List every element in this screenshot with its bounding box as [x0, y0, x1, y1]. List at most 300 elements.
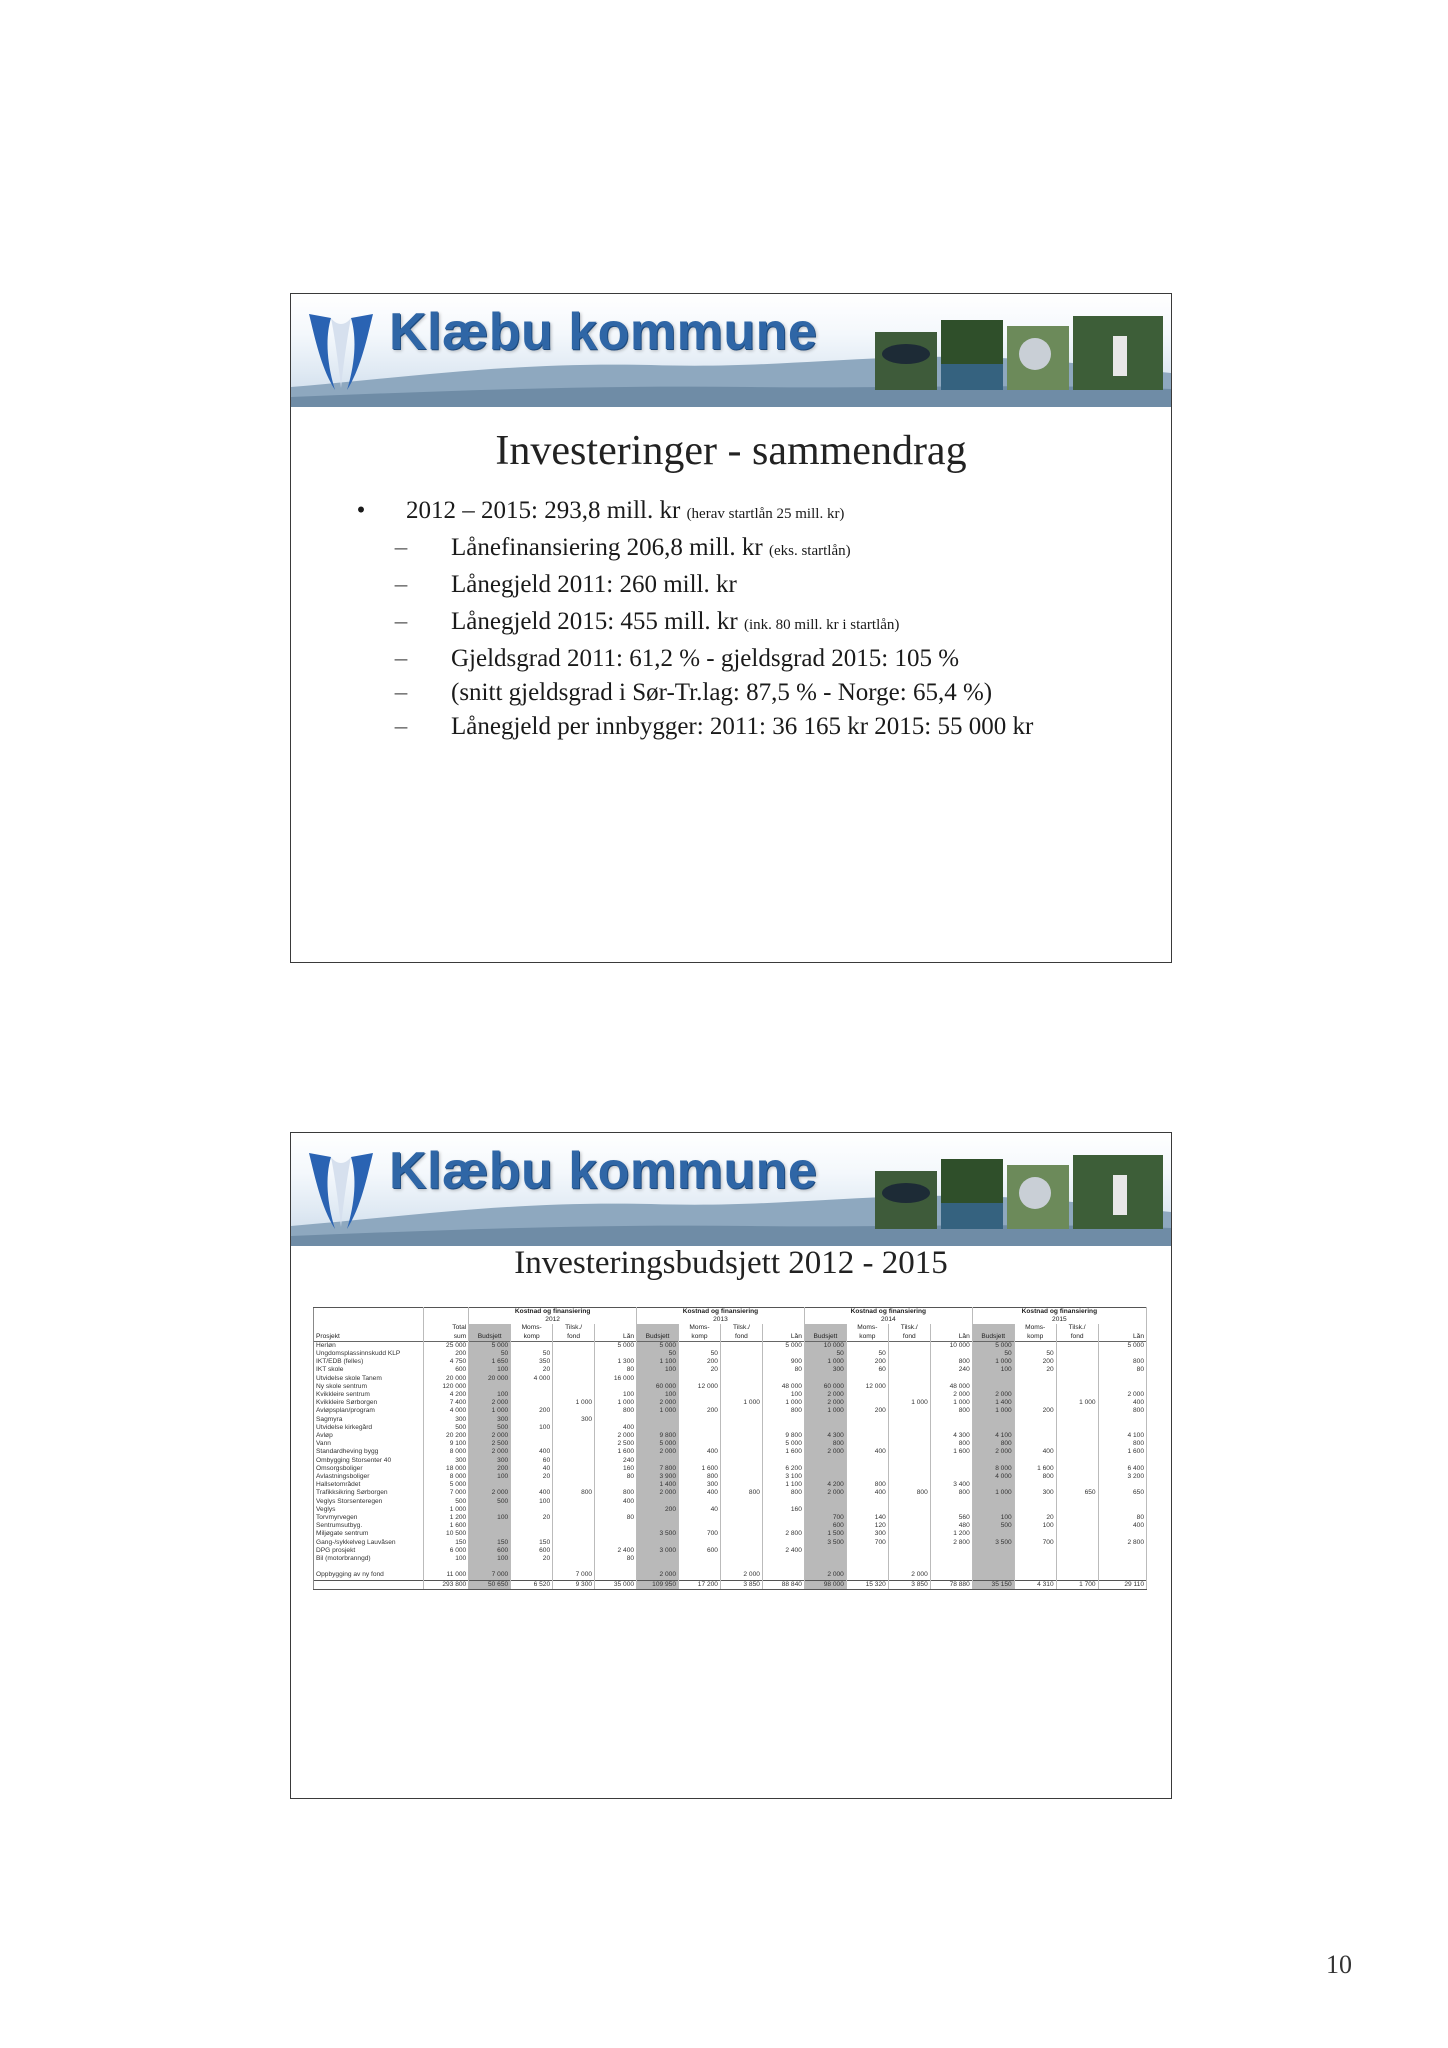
value-cell: 10 000 — [930, 1341, 972, 1350]
col-header: Tilsk./ — [1056, 1324, 1098, 1332]
dash-icon: – — [394, 534, 408, 561]
value-cell — [1056, 1391, 1098, 1399]
spacer-row — [314, 1563, 1147, 1571]
value-cell: 4 300 — [804, 1432, 846, 1440]
value-cell: 400 — [511, 1448, 553, 1456]
value-cell — [553, 1506, 595, 1514]
value-cell — [888, 1391, 930, 1399]
value-cell: 200 — [511, 1407, 553, 1415]
value-cell: 20 — [1014, 1366, 1056, 1374]
value-cell: 1 000 — [972, 1489, 1014, 1497]
total-cell — [314, 1580, 424, 1589]
value-cell: 200 — [846, 1358, 888, 1366]
value-cell: 100 — [469, 1391, 511, 1399]
value-cell — [637, 1514, 679, 1522]
dash-icon: – — [394, 713, 408, 740]
value-cell — [679, 1514, 721, 1522]
value-cell — [720, 1366, 762, 1374]
value-cell — [762, 1555, 804, 1563]
sub-bullet-note: (ink. 80 mill. kr i startlån) — [744, 617, 900, 633]
value-cell: 500 — [424, 1424, 469, 1432]
value-cell: 600 — [424, 1366, 469, 1374]
table-row — [314, 1399, 1147, 1407]
project-name-cell: Hallsetområdet — [314, 1481, 424, 1489]
value-cell — [553, 1391, 595, 1399]
value-cell — [846, 1440, 888, 1448]
value-cell: 100 — [469, 1514, 511, 1522]
slide-investeringer-sammendrag — [290, 293, 1172, 963]
value-cell: 5 000 — [424, 1481, 469, 1489]
col-header: Tilsk./ — [888, 1324, 930, 1332]
value-cell — [1056, 1341, 1098, 1350]
value-cell: 4 750 — [424, 1358, 469, 1366]
value-cell: 7 400 — [424, 1399, 469, 1407]
col-header: Lån — [762, 1333, 804, 1342]
total-cell: 3 850 — [888, 1580, 930, 1589]
value-cell — [888, 1407, 930, 1415]
spacer-cell — [888, 1563, 930, 1571]
col-header: Moms- — [846, 1324, 888, 1332]
value-cell: 100 — [972, 1514, 1014, 1522]
value-cell — [1014, 1481, 1056, 1489]
value-cell — [888, 1366, 930, 1374]
total-header: Total — [424, 1324, 469, 1332]
value-cell: 4 100 — [1098, 1432, 1146, 1440]
value-cell: 5 000 — [762, 1341, 804, 1350]
value-cell — [1098, 1481, 1146, 1489]
value-cell: 50 — [804, 1350, 846, 1358]
value-cell: 20 — [679, 1366, 721, 1374]
value-cell — [1056, 1522, 1098, 1530]
spacer-cell — [424, 1563, 469, 1571]
table-row — [314, 1448, 1147, 1456]
value-cell — [1014, 1399, 1056, 1407]
project-name-cell: Sentrumsutbyg. — [314, 1522, 424, 1530]
value-cell: 80 — [595, 1366, 637, 1374]
value-cell: 1 200 — [930, 1530, 972, 1538]
value-cell: 200 — [469, 1465, 511, 1473]
value-cell: 80 — [595, 1514, 637, 1522]
value-cell — [1014, 1432, 1056, 1440]
value-cell — [1056, 1448, 1098, 1456]
value-cell: 2 000 — [1098, 1391, 1146, 1399]
value-cell — [888, 1481, 930, 1489]
value-cell: 350 — [511, 1358, 553, 1366]
sub-bullet-text: Lånegjeld 2011: 260 mill. kr — [451, 571, 737, 598]
table-row — [314, 1432, 1147, 1440]
value-cell: 300 — [846, 1530, 888, 1538]
value-cell — [1014, 1571, 1056, 1580]
value-cell: 12 000 — [846, 1383, 888, 1391]
total-cell: 17 200 — [679, 1580, 721, 1589]
value-cell: 2 800 — [1098, 1539, 1146, 1547]
value-cell — [1014, 1424, 1056, 1432]
value-cell — [553, 1358, 595, 1366]
table-row — [314, 1555, 1147, 1563]
value-cell — [1056, 1547, 1098, 1555]
value-cell — [720, 1481, 762, 1489]
value-cell — [804, 1473, 846, 1481]
spacer-cell — [930, 1563, 972, 1571]
sub-bullet-note: (eks. startlån) — [768, 543, 851, 559]
value-cell — [1056, 1465, 1098, 1473]
col-header: fond — [553, 1333, 595, 1342]
project-name-cell: Avløp — [314, 1432, 424, 1440]
value-cell: 150 — [469, 1539, 511, 1547]
value-cell: 5 000 — [637, 1440, 679, 1448]
value-cell — [553, 1514, 595, 1522]
value-cell — [720, 1375, 762, 1383]
value-cell — [888, 1522, 930, 1530]
value-cell — [846, 1498, 888, 1506]
value-cell — [679, 1571, 721, 1580]
value-cell — [888, 1530, 930, 1538]
year-header: 2015 — [972, 1316, 1146, 1324]
value-cell: 700 — [1014, 1539, 1056, 1547]
value-cell — [846, 1571, 888, 1580]
project-name-cell: Avlastningsboliger — [314, 1473, 424, 1481]
value-cell — [553, 1448, 595, 1456]
project-name-cell: Omsorgsboliger — [314, 1465, 424, 1473]
table-row — [314, 1457, 1147, 1465]
value-cell: 3 500 — [972, 1539, 1014, 1547]
value-cell: 12 000 — [679, 1383, 721, 1391]
value-cell — [1056, 1571, 1098, 1580]
value-cell — [595, 1571, 637, 1580]
spacer-cell — [846, 1563, 888, 1571]
table-row — [314, 1366, 1147, 1374]
value-cell — [930, 1375, 972, 1383]
value-cell: 500 — [972, 1522, 1014, 1530]
col-header: Budsjett — [972, 1333, 1014, 1342]
value-cell: 100 — [972, 1366, 1014, 1374]
dash-icon: – — [394, 571, 408, 598]
value-cell: 700 — [804, 1514, 846, 1522]
value-cell: 2 000 — [930, 1391, 972, 1399]
value-cell: 5 000 — [1098, 1341, 1146, 1350]
table-row — [314, 1424, 1147, 1432]
value-cell: 5 000 — [972, 1341, 1014, 1350]
slide-title: Investeringsbudsjett 2012 - 2015 — [514, 1245, 948, 1281]
value-cell — [1056, 1530, 1098, 1538]
project-name-cell: Ombygging Storsenter 40 — [314, 1457, 424, 1465]
value-cell — [1014, 1498, 1056, 1506]
value-cell — [930, 1424, 972, 1432]
value-cell — [888, 1555, 930, 1563]
col-header: Moms- — [679, 1324, 721, 1332]
value-cell: 20 — [1014, 1514, 1056, 1522]
value-cell — [888, 1457, 930, 1465]
col-header: Lån — [595, 1333, 637, 1342]
value-cell: 800 — [595, 1489, 637, 1497]
spacer-cell — [804, 1563, 846, 1571]
value-cell — [469, 1530, 511, 1538]
value-cell — [804, 1555, 846, 1563]
value-cell — [846, 1391, 888, 1399]
value-cell: 400 — [679, 1448, 721, 1456]
value-cell: 18 000 — [424, 1465, 469, 1473]
value-cell — [930, 1555, 972, 1563]
value-cell: 500 — [424, 1498, 469, 1506]
value-cell: 20 000 — [469, 1375, 511, 1383]
bullet-note: (herav startlån 25 mill. kr) — [686, 506, 845, 522]
value-cell — [553, 1432, 595, 1440]
value-cell — [1056, 1383, 1098, 1391]
project-name-cell: Utvidelse kirkegård — [314, 1424, 424, 1432]
sub-bullet-text: Lånefinansiering 206,8 mill. kr — [451, 534, 763, 561]
value-cell — [972, 1383, 1014, 1391]
value-cell: 1 600 — [679, 1465, 721, 1473]
value-cell: 20 — [511, 1555, 553, 1563]
project-name-cell: Avløpsplan/program — [314, 1407, 424, 1415]
value-cell — [888, 1440, 930, 1448]
value-cell: 50 — [972, 1350, 1014, 1358]
value-cell — [679, 1375, 721, 1383]
value-cell: 900 — [762, 1358, 804, 1366]
value-cell — [1098, 1416, 1146, 1424]
value-cell — [1098, 1498, 1146, 1506]
col-header: komp — [679, 1333, 721, 1342]
value-cell — [930, 1350, 972, 1358]
year-header: 2012 — [469, 1316, 637, 1324]
value-cell — [595, 1383, 637, 1391]
value-cell: 1 600 — [424, 1522, 469, 1530]
total-cell: 15 320 — [846, 1580, 888, 1589]
value-cell — [846, 1424, 888, 1432]
header-row-years — [314, 1316, 1147, 1324]
value-cell: 9 800 — [762, 1432, 804, 1440]
value-cell — [553, 1366, 595, 1374]
value-cell: 100 — [469, 1555, 511, 1563]
photo-collage — [875, 1153, 1165, 1233]
value-cell: 60 000 — [804, 1383, 846, 1391]
value-cell — [595, 1481, 637, 1489]
table-row — [314, 1407, 1147, 1415]
value-cell — [1056, 1555, 1098, 1563]
value-cell: 100 — [469, 1366, 511, 1374]
value-cell: 1 600 — [1014, 1465, 1056, 1473]
dash-icon: – — [394, 608, 408, 635]
value-cell: 20 — [511, 1366, 553, 1374]
value-cell — [1056, 1481, 1098, 1489]
sub-bullet-text: (snitt gjeldsgrad i Sør-Tr.lag: 87,5 % - Norge: 65,4 %) — [451, 679, 993, 706]
value-cell: 80 — [1098, 1514, 1146, 1522]
col-header: fond — [888, 1333, 930, 1342]
col-header: komp — [511, 1333, 553, 1342]
value-cell: 4 000 — [972, 1473, 1014, 1481]
value-cell — [511, 1440, 553, 1448]
spacer-cell — [972, 1563, 1014, 1571]
value-cell — [553, 1473, 595, 1481]
value-cell: 3 900 — [637, 1473, 679, 1481]
value-cell — [804, 1416, 846, 1424]
value-cell — [511, 1399, 553, 1407]
value-cell: 50 — [679, 1350, 721, 1358]
value-cell — [553, 1383, 595, 1391]
value-cell: 2 000 — [804, 1399, 846, 1407]
value-cell — [1014, 1506, 1056, 1514]
value-cell — [511, 1506, 553, 1514]
value-cell: 200 — [846, 1407, 888, 1415]
table-row — [314, 1350, 1147, 1358]
value-cell — [679, 1391, 721, 1399]
value-cell: 40 — [511, 1465, 553, 1473]
value-cell: 2 000 — [720, 1571, 762, 1580]
value-cell: 700 — [846, 1539, 888, 1547]
total-row — [314, 1580, 1147, 1589]
value-cell: 800 — [930, 1440, 972, 1448]
value-cell: 100 — [511, 1424, 553, 1432]
value-cell — [720, 1432, 762, 1440]
project-header: Prosjekt — [314, 1333, 424, 1342]
value-cell — [846, 1432, 888, 1440]
value-cell: 2 000 — [972, 1391, 1014, 1399]
value-cell: 160 — [595, 1465, 637, 1473]
value-cell — [511, 1522, 553, 1530]
total-cell: 78 880 — [930, 1580, 972, 1589]
value-cell — [720, 1391, 762, 1399]
value-cell — [553, 1457, 595, 1465]
value-cell: 7 000 — [553, 1571, 595, 1580]
value-cell — [804, 1457, 846, 1465]
value-cell: 400 — [595, 1424, 637, 1432]
table-row — [314, 1522, 1147, 1530]
value-cell: 800 — [804, 1440, 846, 1448]
value-cell: 10 000 — [804, 1341, 846, 1350]
value-cell: 200 — [1014, 1407, 1056, 1415]
project-name-cell: Standardheving bygg — [314, 1448, 424, 1456]
col-header: Moms- — [511, 1324, 553, 1332]
spacer-cell — [469, 1563, 511, 1571]
value-cell — [804, 1547, 846, 1555]
value-cell — [888, 1473, 930, 1481]
klaebu-coat-of-arms-logo — [305, 308, 377, 394]
value-cell — [679, 1440, 721, 1448]
value-cell: 560 — [930, 1514, 972, 1522]
value-cell — [930, 1547, 972, 1555]
value-cell: 1 000 — [469, 1407, 511, 1415]
project-name-cell: Gang-/sykkelveg Lauvåsen — [314, 1539, 424, 1547]
value-cell: 400 — [595, 1498, 637, 1506]
table-row — [314, 1547, 1147, 1555]
value-cell: 6 200 — [762, 1465, 804, 1473]
project-name-cell: Herløn — [314, 1341, 424, 1350]
value-cell: 40 — [679, 1506, 721, 1514]
value-cell — [511, 1571, 553, 1580]
table-row — [314, 1358, 1147, 1366]
value-cell: 2 000 — [637, 1571, 679, 1580]
value-cell — [762, 1416, 804, 1424]
value-cell — [846, 1416, 888, 1424]
header-row-sub1 — [314, 1324, 1147, 1332]
value-cell — [637, 1539, 679, 1547]
value-cell: 7 800 — [637, 1465, 679, 1473]
value-cell — [1098, 1506, 1146, 1514]
value-cell: 2 000 — [637, 1448, 679, 1456]
value-cell — [1014, 1530, 1056, 1538]
value-cell: 200 — [679, 1407, 721, 1415]
table-row — [314, 1498, 1147, 1506]
value-cell — [972, 1457, 1014, 1465]
value-cell — [511, 1481, 553, 1489]
value-cell: 800 — [595, 1407, 637, 1415]
value-cell — [804, 1498, 846, 1506]
value-cell — [1056, 1366, 1098, 1374]
group-header: Kostnad og finansiering — [804, 1308, 972, 1317]
value-cell — [720, 1350, 762, 1358]
value-cell — [553, 1539, 595, 1547]
value-cell — [1056, 1350, 1098, 1358]
value-cell: 2 800 — [762, 1530, 804, 1538]
value-cell: 1 000 — [553, 1399, 595, 1407]
value-cell — [1056, 1539, 1098, 1547]
value-cell — [1056, 1416, 1098, 1424]
value-cell — [720, 1383, 762, 1391]
value-cell: 650 — [1056, 1489, 1098, 1497]
value-cell — [846, 1375, 888, 1383]
value-cell: 5 000 — [469, 1341, 511, 1350]
value-cell: 50 — [469, 1350, 511, 1358]
value-cell — [720, 1440, 762, 1448]
value-cell: 800 — [1098, 1407, 1146, 1415]
value-cell: 400 — [679, 1489, 721, 1497]
value-cell: 2 000 — [469, 1399, 511, 1407]
value-cell — [553, 1424, 595, 1432]
spacer-cell — [637, 1563, 679, 1571]
value-cell — [846, 1457, 888, 1465]
value-cell — [1056, 1514, 1098, 1522]
value-cell: 8 000 — [424, 1473, 469, 1481]
value-cell: 5 000 — [637, 1341, 679, 1350]
value-cell — [1098, 1383, 1146, 1391]
value-cell: 150 — [511, 1539, 553, 1547]
value-cell — [469, 1481, 511, 1489]
value-cell — [595, 1522, 637, 1530]
table-row — [314, 1539, 1147, 1547]
value-cell — [762, 1350, 804, 1358]
value-cell: 60 000 — [637, 1383, 679, 1391]
brand-name: Klæbu kommune — [389, 1142, 818, 1200]
value-cell — [637, 1522, 679, 1530]
value-cell: 400 — [846, 1489, 888, 1497]
value-cell — [679, 1341, 721, 1350]
value-cell — [1014, 1457, 1056, 1465]
value-cell: 100 — [595, 1391, 637, 1399]
value-cell: 2 000 — [888, 1571, 930, 1580]
value-cell: 400 — [1098, 1399, 1146, 1407]
value-cell — [1056, 1473, 1098, 1481]
value-cell — [1014, 1547, 1056, 1555]
total-header: sum — [424, 1333, 469, 1342]
project-name-cell: Vann — [314, 1440, 424, 1448]
value-cell: 1 600 — [762, 1448, 804, 1456]
total-cell: 6 520 — [511, 1580, 553, 1589]
brand-name: Klæbu kommune — [389, 303, 818, 361]
value-cell: 300 — [424, 1457, 469, 1465]
value-cell — [511, 1383, 553, 1391]
value-cell — [888, 1350, 930, 1358]
value-cell — [804, 1424, 846, 1432]
value-cell: 300 — [469, 1457, 511, 1465]
header-blank — [424, 1308, 469, 1317]
value-cell — [720, 1465, 762, 1473]
value-cell — [762, 1514, 804, 1522]
col-header: Tilsk./ — [553, 1324, 595, 1332]
bullet-list — [341, 494, 1141, 744]
table-row — [314, 1375, 1147, 1383]
value-cell — [511, 1416, 553, 1424]
value-cell — [930, 1465, 972, 1473]
